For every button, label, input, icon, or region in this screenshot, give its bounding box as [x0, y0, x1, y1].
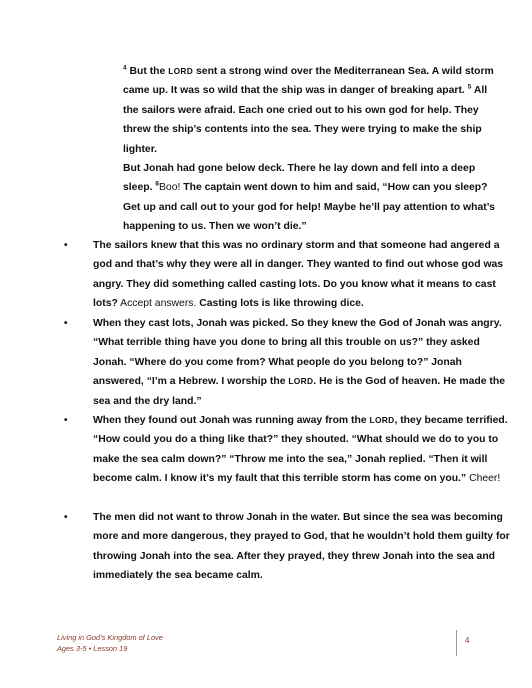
lord-smallcaps: LORD	[168, 66, 194, 76]
footer-title: Living in God’s Kingdom of Love	[57, 633, 163, 642]
verse-number: 4	[123, 64, 127, 72]
bullet-marker: •	[64, 318, 68, 329]
verse-number: 5	[467, 83, 472, 91]
lord-smallcaps: LORD	[369, 415, 395, 425]
bullet-marker: •	[64, 240, 68, 251]
verse-number: 6	[155, 180, 159, 188]
footer-subtitle: Ages 3-5 • Lesson 19	[57, 644, 128, 653]
scripture-paragraph-1: $^4$ But the LORD sent a strong wind over the Mediterranean Sea. A wild storm came up. It was so wild that the ship was in danger of breaking apart. $^5$ All the sailors were afraid. Each one cried out to his own god for help. They threw the ship’s contents into the sea. They were trying to make the ship lighter.	[123, 64, 494, 155]
footer	[57, 632, 163, 654]
footer-divider	[456, 630, 457, 656]
scripture-paragraph-2: But Jonah had gone below deck. There he lay down and fell into a deep sleep. $^6$Boo! The captain went down to him and said, “How can you sleep? Get up and call out to your god for help! Maybe he’ll pay attention to what’s happening to us. Then we won’t die.”	[123, 163, 495, 233]
bullet-marker: •	[64, 512, 68, 523]
bullet-marker: •	[64, 415, 68, 426]
page-number: 4	[465, 636, 470, 645]
document-page: $^4$ But the LORD sent a strong wind over the Mediterranean Sea. A wild storm came up. It was so wild that the ship was in danger of breaking apart. $^5$ All the sailors were afraid. Each one cried out to his own god for help. They threw the ship’s contents into the sea. They were trying to make the ship lighter. But Jonah had gone below deck. There he lay down and fell into a deep sleep. $^6$Boo! The captain went down to him and said, “How can you sleep? Get up and call out to your god for help! Maybe he’ll pay attention to what’s happening to us. Then we won’t die.” • The sailors knew that this was no ordinary storm and that someone had angered a god and that’s why they were all in danger. They wanted to find out whose god was angry. They did something called casting lots. Do you know what it means to cast lots? Accept answers. Casting lots is like throwing dice. • When they cast lots, Jonah was picked. So they knew the God of Jonah was angry. “What terrible thing have you done to bring all this trouble on us?” they asked Jonah. “Where do you come from? What people do you belong to?” Jonah answered, “I’m a Hebrew. I worship the LORD. He is the God of heaven. He made the sea and the dry land.” • When they found out Jonah was running away from the LORD, they became terrified. “How could you do a thing like that?” they shouted. “What should we do to you to make the sea calm down?” “Throw me into the sea,” Jonah replied. “Then it will become calm. I know it’s my fault that this terrible storm has come on you.” Cheer! • The men did not want to throw Jonah in the water. But since the sea was becoming more and more dangerous, they prayed to God, that he wouldn’t hold them guilty for throwing Jonah into the sea. After they prayed, they threw Jonah into the sea and immediately the sea became calm. Living in God’s Kingdom of Love Ages 3-5 • Lesson 19 4	[0, 0, 532, 688]
lord-smallcaps: LORD	[288, 376, 314, 387]
